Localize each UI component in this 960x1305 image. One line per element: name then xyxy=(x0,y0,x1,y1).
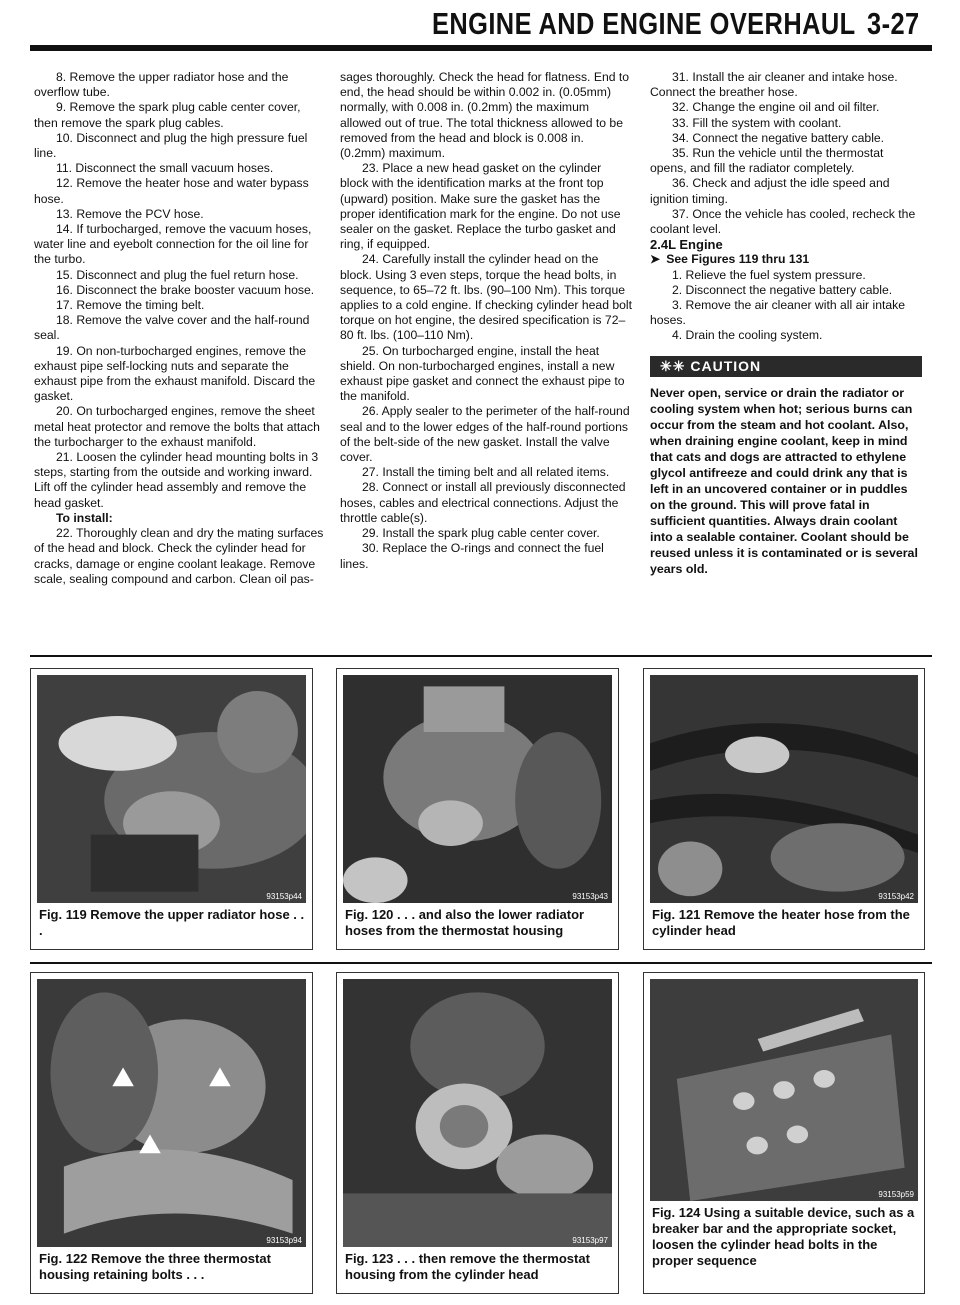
figure-caption: Fig. 119 Remove the upper radiator hose . . . xyxy=(39,907,305,938)
photo-id: 93153p43 xyxy=(572,892,608,901)
step: 9. Remove the spark plug cable center cover, then remove the spark plug cables. xyxy=(34,100,301,130)
step: 26. Apply sealer to the perimeter of the half-round seal and to the lower edges of the half-round portions of the belt-side of the new gasket. Install the valve cover. xyxy=(340,404,630,465)
header-rule xyxy=(30,45,932,51)
photo-id: 93153p59 xyxy=(878,1190,914,1199)
photo-id: 93153p42 xyxy=(878,892,914,901)
text-column-2 xyxy=(340,70,632,572)
figure-caption: Fig. 121 Remove the heater hose from the cylinder head xyxy=(652,907,910,938)
step: 25. On turbocharged engine, install the heat shield. On non-turbocharged engines, install a new exhaust pipe gasket and connect the exhaust pipe to the manifold. xyxy=(340,343,625,404)
figure-120 xyxy=(336,668,619,950)
photo-thermostat-bolts xyxy=(37,979,306,1247)
page-number: 3-27 xyxy=(867,6,920,41)
step: 11. Disconnect the small vacuum hoses. xyxy=(56,161,274,176)
text-column-3 xyxy=(650,70,922,577)
figure-caption: Fig. 120 . . . and also the lower radiator hoses from the thermostat housing xyxy=(345,907,585,938)
see-figures-text: See Figures 119 thru 131 xyxy=(666,252,810,267)
step: 14. If turbocharged, remove the vacuum hoses, water line and eyebolt connection for the oil line for the turbo. xyxy=(34,222,312,267)
section-heading: 2.4L Engine xyxy=(650,237,723,253)
step: 2. Disconnect the negative battery cable. xyxy=(672,282,893,297)
figure-123 xyxy=(336,972,619,1294)
step: 10. Disconnect and plug the high pressure fuel line. xyxy=(34,130,308,161)
step: 12. Remove the heater hose and water bypass hose. xyxy=(34,176,309,206)
step: 30. Replace the O-rings and connect the fuel lines. xyxy=(340,541,604,571)
figure-caption: Fig. 124 Using a suitable device, such as a breaker bar and the appropriate socket, loosen the cylinder head bolts in the proper sequence xyxy=(652,1205,915,1268)
step: 18. Remove the valve cover and the half-round seal. xyxy=(34,313,310,343)
figure-119 xyxy=(30,668,313,950)
step: 23. Place a new head gasket on the cylinder block with the identification marks at the front top (upward) position. Make sure the gasket has the proper identification mark for the engine. Do not use sealer on the gasket. Replace the turbo gasket and ring, if equipped. xyxy=(340,161,621,252)
photo-thermostat-housing xyxy=(343,979,612,1247)
caution-text: Never open, service or drain the radiator or cooling system when hot; serious burns can occur from the steam and hot coolant. Also, when draining engine coolant, keep in mind that cats and dogs are attracted to ethylene glycol antifreeze and could drink any that is left in an uncovered container or in puddles on the ground. This will prove fatal in sufficient quantities. Always drain coolant into a sealable container. Coolant should be reused unless it is contaminated or is several years old. xyxy=(650,385,918,576)
figure-122 xyxy=(30,972,313,1294)
step: 34. Connect the negative battery cable. xyxy=(672,130,885,145)
figure-121 xyxy=(643,668,925,950)
step: 20. On turbocharged engines, remove the sheet metal heat protector and remove the bolts that attach the turbocharger to the exhaust manifold. xyxy=(34,404,320,449)
step: 19. On non-turbocharged engines, remove the exhaust pipe self-locking nuts and separate the exhaust pipe from the exhaust manifold. Discard the gasket. xyxy=(34,343,316,404)
step: 1. Relieve the fuel system pressure. xyxy=(672,267,866,282)
section-title: ENGINE AND ENGINE OVERHAUL xyxy=(432,6,857,41)
step: 17. Remove the timing belt. xyxy=(56,298,205,313)
step: 24. Carefully install the cylinder head on the block. Using 3 even steps, torque the head bolts, in sequence, to 65–72 ft. lbs. (90–100 Nm). This torque applies to a cold engine. If checking cylinder head bolt torque on hot engine, the desired specification is 72–80 ft. lbs. (100–110 Nm). xyxy=(340,252,633,343)
step: 36. Check and adjust the idle speed and ignition timing. xyxy=(650,176,890,206)
step: 31. Install the air cleaner and intake hose. Connect the breather hose. xyxy=(650,70,898,100)
step: 3. Remove the air cleaner with all air intake hoses. xyxy=(650,298,906,328)
photo-radiator-hose xyxy=(37,675,306,903)
step: 33. Fill the system with coolant. xyxy=(672,115,842,130)
to-install-heading: To install: xyxy=(56,510,113,525)
figure-124 xyxy=(643,972,925,1294)
running-head xyxy=(432,6,920,42)
page-header xyxy=(0,0,960,50)
step: 27. Install the timing belt and all related items. xyxy=(362,465,610,480)
step: 37. Once the vehicle has cooled, recheck the coolant level. xyxy=(650,206,916,237)
figure-separator xyxy=(30,655,932,657)
step: 35. Run the vehicle until the thermostat opens, and fill the radiator completely. xyxy=(650,146,884,176)
step: 29. Install the spark plug cable center cover. xyxy=(362,526,600,541)
step: 13. Remove the PCV hose. xyxy=(56,206,204,221)
step: 4. Drain the cooling system. xyxy=(672,328,823,343)
photo-id: 93153p94 xyxy=(266,1236,302,1245)
step: 16. Disconnect the brake booster vacuum hose. xyxy=(56,282,315,297)
see-figures-ref xyxy=(650,252,922,267)
caution-label: CAUTION xyxy=(690,357,762,374)
step: 28. Connect or install all previously disconnected hoses, cables and electrical connections. Adjust the throttle cable(s). xyxy=(340,480,626,525)
step: 15. Disconnect and plug the fuel return hose. xyxy=(56,267,299,282)
step: 32. Change the engine oil and oil filter. xyxy=(672,100,880,115)
text-column-1 xyxy=(34,70,324,587)
step: 22. Thoroughly clean and dry the mating surfaces of the head and block. Check the cylinder head for cracks, damage or engine coolant leakage. Remove scale, sealing compound and carbon. Clean oil pas- xyxy=(34,526,324,586)
step: 8. Remove the upper radiator hose and the overflow tube. xyxy=(34,70,289,100)
figure-separator xyxy=(30,962,932,964)
figure-caption: Fig. 123 . . . then remove the thermostat housing from the cylinder head xyxy=(345,1251,590,1282)
step: 21. Loosen the cylinder head mounting bolts in 3 steps, starting from the outside and working inward. Lift off the cylinder head assembly and remove the head gasket. xyxy=(34,450,319,510)
step: sages thoroughly. Check the head for flatness. End to end, the head should be within 0.002 in. (0.05mm) normally, with 0.008 in. (0.2mm) the maximum allowed out of true. The total thickness allowed to be removed from the head and block is 0.008 in. (0.2mm) maximum. xyxy=(340,70,630,161)
photo-lower-radiator-hose xyxy=(343,675,612,903)
caution-banner xyxy=(650,356,922,377)
photo-head-bolts xyxy=(650,979,918,1201)
figure-caption: Fig. 122 Remove the three thermostat housing retaining bolts . . . xyxy=(39,1251,271,1282)
photo-id: 93153p97 xyxy=(572,1236,608,1245)
arrow-right-icon: ➤ xyxy=(650,252,661,267)
photo-heater-hose xyxy=(650,675,918,903)
caution-icon: ✳✳ xyxy=(660,357,691,374)
photo-id: 93153p44 xyxy=(266,892,302,901)
